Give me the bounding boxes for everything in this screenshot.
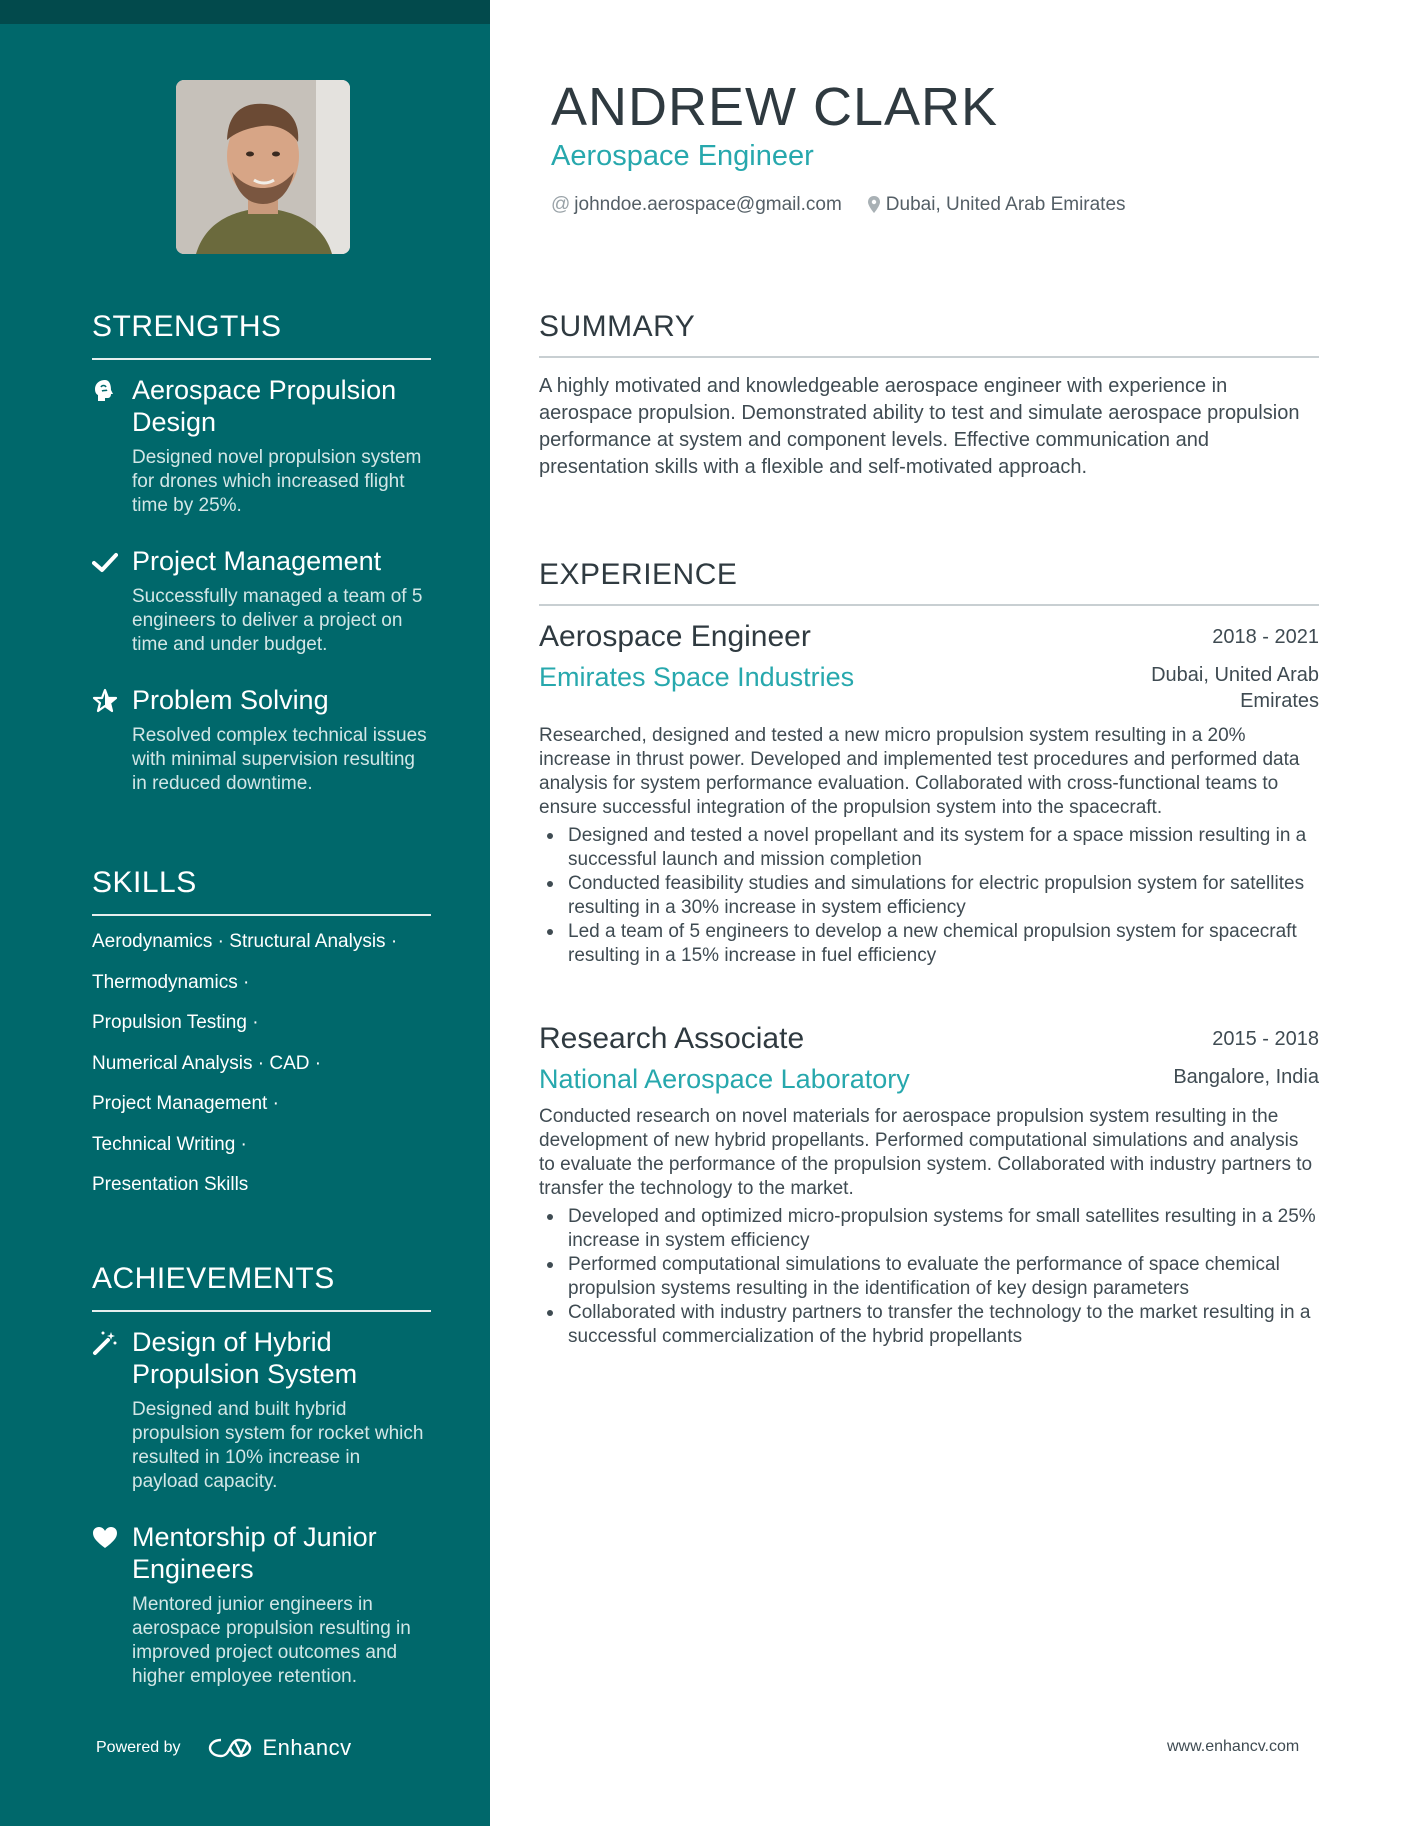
job-dates: 2018 - 2021: [1212, 626, 1319, 648]
achievement-item: [92, 1326, 431, 1494]
contact-info: [551, 194, 1150, 216]
achievement-title: Mentorship of Junior Engineers: [132, 1522, 377, 1584]
job-description: Conducted research on novel materials for aerospace propulsion system resulting in the development of new hybrid propellants. Performed computational simulations and analysis to evaluate the performance of the propulsion system. Collaborated with industry partners to transfer the technology to the market.: [539, 1106, 1313, 1199]
job-company: National Aerospace Laboratory: [539, 1064, 910, 1094]
job-location: Bangalore, India: [1173, 1066, 1319, 1088]
achievement-description: Mentored junior engineers in aerospace propulsion resulting in improved project outcomes and higher employee retention.: [132, 1594, 411, 1687]
skill-line: Aerodynamics · Structural Analysis ·: [92, 931, 398, 952]
sidebar-top-bar: [0, 0, 490, 24]
strength-title: Project Management: [132, 546, 382, 576]
enhancv-logo[interactable]: [207, 1735, 352, 1761]
strength-title: Aerospace Propulsion Design: [132, 375, 397, 437]
job-achievement-item: Collaborated with industry partners to transfer the technology to the market resulting in a successful commercialization of the hybrid propellants: [539, 1301, 1319, 1349]
strengths-title: STRENGTHS: [92, 310, 431, 360]
job-location: Dubai, United Arab Emirates: [1151, 664, 1319, 712]
skill-line: Thermodynamics ·: [92, 971, 250, 993]
experience-title: EXPERIENCE: [539, 558, 1319, 606]
magic-wand-icon: [92, 1330, 118, 1356]
achievement-item: [92, 1521, 431, 1689]
experience-entry: [539, 620, 1319, 968]
map-pin-icon: [866, 195, 882, 215]
experience-entry: [539, 1022, 1319, 1349]
candidate-name: ANDREW CLARK: [551, 77, 999, 137]
enhancv-brand-text: Enhancv: [262, 1735, 352, 1760]
profile-photo: [176, 80, 350, 254]
job-achievements: [539, 824, 1319, 968]
strength-item: [92, 374, 431, 518]
star-icon: [92, 688, 118, 714]
powered-by-label: Powered by: [96, 1739, 181, 1756]
achievements-title: ACHIEVEMENTS: [92, 1262, 431, 1312]
candidate-title: Aerospace Engineer: [551, 140, 814, 172]
skill-line: Technical Writing ·: [92, 1133, 247, 1155]
strengths-section: [92, 310, 431, 796]
strength-description: Resolved complex technical issues with minimal supervision resulting in reduced downtime.: [132, 725, 427, 794]
website-link[interactable]: www.enhancv.com: [1167, 1738, 1300, 1755]
summary-section: [539, 310, 1319, 481]
skills-list: [92, 930, 431, 1214]
strength-title: Problem Solving: [132, 685, 329, 715]
job-achievement-item: Designed and tested a novel propellant and its system for a space mission resulting in a successful launch and mission completion: [539, 824, 1319, 872]
brain-icon: [92, 378, 118, 404]
location-text: Dubai, United Arab Emirates: [885, 194, 1126, 215]
job-description: Researched, designed and tested a new micro propulsion system resulting in a 20% increase in thrust power. Developed and implemented test procedures and performed data analysis for system performance evaluation. Collaborated with cross-functional teams to ensure successful integration of the propulsion system into the spacecraft.: [539, 725, 1300, 818]
skill-line: Propulsion Testing ·: [92, 1012, 259, 1033]
job-role: Aerospace Engineer: [539, 620, 811, 653]
enhancv-logo-icon: [207, 1736, 253, 1760]
skill-line: Numerical Analysis · CAD ·: [92, 1052, 322, 1074]
skills-section: [92, 866, 431, 1214]
job-achievement-item: Conducted feasibility studies and simulations for electric propulsion system for satellites resulting in a 30% increase in system efficiency: [539, 872, 1319, 920]
powered-by: [96, 1735, 352, 1761]
portrait-image: [176, 80, 350, 254]
heart-icon: [92, 1525, 118, 1551]
check-icon: [92, 549, 118, 575]
summary-title: SUMMARY: [539, 310, 1319, 358]
experience-section: [539, 558, 1319, 606]
skill-line: Presentation Skills: [92, 1174, 249, 1195]
skills-title: SKILLS: [92, 866, 431, 916]
strength-description: Designed novel propulsion system for drones which increased flight time by 25%.: [132, 447, 422, 516]
strength-item: [92, 545, 431, 657]
job-company: Emirates Space Industries: [539, 662, 855, 692]
job-achievement-item: Developed and optimized micro-propulsion systems for small satellites resulting in a 25% increase in system efficiency: [539, 1205, 1319, 1253]
at-icon: @: [551, 194, 571, 215]
email-contact[interactable]: [551, 194, 842, 216]
sidebar: [0, 0, 490, 1826]
skill-line: Project Management ·: [92, 1093, 279, 1114]
job-achievements: [539, 1205, 1319, 1349]
achievement-title: Design of Hybrid Propulsion System: [132, 1327, 358, 1389]
location-contact: [866, 194, 1126, 216]
email-text: johndoe.aerospace@gmail.com: [574, 194, 842, 215]
achievement-description: Designed and built hybrid propulsion system for rocket which resulted in 10% increase in payload capacity.: [132, 1399, 424, 1492]
achievements-section: [92, 1262, 431, 1689]
job-dates: 2015 - 2018: [1212, 1028, 1319, 1050]
job-achievement-item: Performed computational simulations to evaluate the performance of space chemical propulsion systems resulting in the identification of key design parameters: [539, 1253, 1319, 1301]
strength-item: [92, 684, 431, 796]
job-achievement-item: Led a team of 5 engineers to develop a new chemical propulsion system for spacecraft resulting in a 15% increase in fuel efficiency: [539, 920, 1319, 968]
job-role: Research Associate: [539, 1022, 805, 1055]
strength-description: Successfully managed a team of 5 engineers to deliver a project on time and under budget.: [132, 586, 423, 655]
summary-text: A highly motivated and knowledgeable aerospace engineer with experience in aerospace propulsion. Demonstrated ability to test and simulate aerospace propulsion performance at system and component levels. Effective communication and presentation skills with a flexible and self-motivated approach.: [539, 375, 1300, 478]
